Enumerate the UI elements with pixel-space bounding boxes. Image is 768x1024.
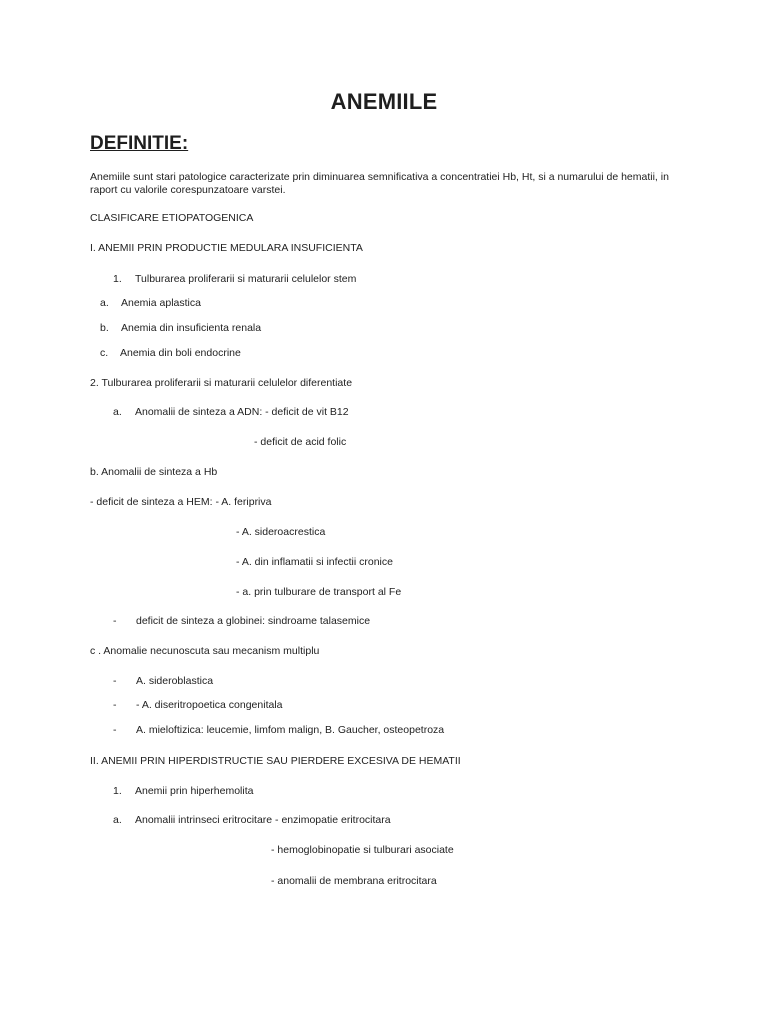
list-item-text: Anomalii intrinseci eritrocitare - enzimopatie eritrocitara [135,814,391,826]
list-marker: c. [100,347,109,359]
list-item-text: Anomalii de sinteza a ADN: - deficit de vit B12 [135,406,349,418]
list-marker: a. [113,814,122,826]
list-item-text: A. mieloftizica: leucemie, limfom malign, B. Gaucher, osteopetroza [136,724,445,736]
list-item-text: A. sideroblastica [136,675,214,687]
definition-heading: DEFINITIE: [90,133,189,154]
subsection-item: 2. Tulburarea proliferarii si maturarii celulelor diferentiate [90,377,353,389]
list-item-text: Anemii prin hiperhemolita [135,785,254,797]
list-marker: - [113,724,117,736]
list-marker: - [113,675,117,687]
list-item-text: - A. diseritropoetica congenitala [136,699,283,711]
list-item-continuation: - anomalii de membrana eritrocitara [271,875,437,887]
list-item-text: Anemia din boli endocrine [120,347,241,359]
subsection-item: b. Anomalii de sinteza a Hb [90,466,218,478]
list-marker: a. [100,297,109,309]
list-item-text: Tulburarea proliferarii si maturarii celulelor stem [135,273,357,285]
definition-paragraph: Anemiile sunt stari patologice caracterizate prin diminuarea semnificativa a concentratiei Hb, Ht, si a numarului de hematii, in raport cu valorile corespunzatoare varstei. [90,171,669,196]
list-item-continuation: - A. din inflamatii si infectii cronice [236,556,393,568]
list-item-text: - deficit de sinteza a HEM: - A. feripriva [90,496,272,508]
list-item-continuation: - A. sideroacrestica [236,526,326,538]
list-item-continuation: - hemoglobinopatie si tulburari asociate [271,844,454,856]
section-1-title: I. ANEMII PRIN PRODUCTIE MEDULARA INSUFICIENTA [90,242,363,254]
list-marker: - [113,699,117,711]
document-title: ANEMIILE [330,89,438,114]
list-item-continuation: - a. prin tulburare de transport al Fe [236,586,402,598]
list-item-text: Anemia aplastica [121,297,201,309]
list-marker: 1. [113,785,122,797]
list-item-continuation: - deficit de acid folic [254,436,347,448]
subsection-item: c . Anomalie necunoscuta sau mecanism multiplu [90,645,320,657]
list-marker: 1. [113,273,122,285]
list-item-text: deficit de sinteza a globinei: sindroame talasemice [136,615,371,627]
list-marker: - [113,615,117,627]
classification-title: CLASIFICARE ETIOPATOGENICA [90,212,254,224]
section-2-title: II. ANEMII PRIN HIPERDISTRUCTIE SAU PIERDERE EXCESIVA DE HEMATII [90,755,461,767]
list-marker: a. [113,406,122,418]
list-item-text: Anemia din insuficienta renala [121,322,262,334]
list-marker: b. [100,322,109,334]
